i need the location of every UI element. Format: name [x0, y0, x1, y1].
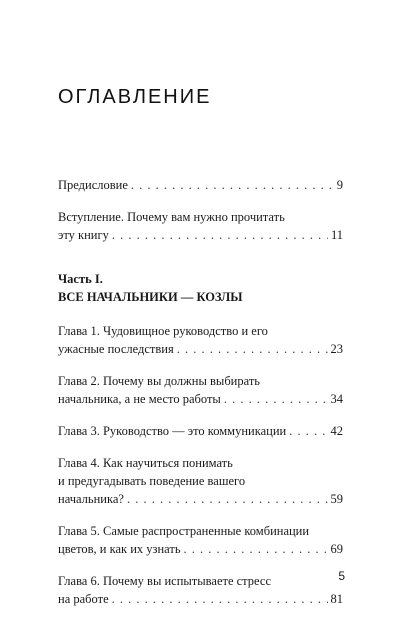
toc-entry-label: эту книгу [58, 228, 109, 242]
toc-entry-label: Предисловие [58, 178, 128, 192]
dot-leader [289, 422, 327, 440]
dot-leader [224, 390, 328, 408]
toc-entry-label: цветов, и как их узнать [58, 542, 181, 556]
toc-entry-row [58, 590, 343, 608]
dot-leader [177, 340, 328, 358]
toc-entry [58, 208, 343, 244]
page-number: 5 [338, 569, 345, 583]
toc-entry [58, 422, 343, 440]
toc-entry [58, 572, 343, 608]
toc-entry [58, 372, 343, 408]
toc-intro-section [58, 176, 343, 244]
toc-entry-page: 23 [330, 342, 343, 356]
toc-entry-line: Глава 4. Как научиться понимать [58, 456, 233, 470]
toc-entry-page: 81 [330, 592, 343, 606]
toc-entry-page: 11 [330, 228, 343, 242]
toc-entry-row [58, 422, 343, 440]
toc-entry-label: Глава 3. Руководство — это коммуникации [58, 424, 287, 438]
toc-entry-label: на работе [58, 592, 109, 606]
toc-entry-row [58, 176, 343, 194]
page-title: ОГЛАВЛЕНИЕ [58, 86, 212, 108]
toc-entry-line: Глава 5. Самые распространенные комбинации [58, 524, 310, 538]
toc-entry-line: Вступление. Почему вам нужно прочитать [58, 210, 285, 224]
dot-leader [184, 540, 328, 558]
toc-entry-label: начальника, а не место работы [58, 392, 221, 406]
part-label: Часть I. [58, 272, 103, 286]
toc-entry-line: Глава 2. Почему вы должны выбирать [58, 374, 261, 388]
table-of-contents [58, 176, 343, 622]
toc-entry-row [58, 490, 343, 508]
toc-entry-row [58, 226, 343, 244]
dot-leader [112, 590, 328, 608]
toc-entry-page: 34 [330, 392, 343, 406]
toc-entry-page: 9 [336, 178, 343, 192]
toc-entry-row [58, 340, 343, 358]
toc-entry-page: 42 [330, 424, 343, 438]
toc-entry-row [58, 540, 343, 558]
toc-entry-line: Глава 6. Почему вы испытываете стресс [58, 574, 272, 588]
dot-leader [131, 176, 334, 194]
toc-chapters-section [58, 322, 343, 608]
toc-entry [58, 322, 343, 358]
toc-entry [58, 176, 343, 194]
toc-entry-label: ужасные последствия [58, 342, 174, 356]
dot-leader [112, 226, 328, 244]
toc-entry [58, 522, 343, 558]
dot-leader [127, 490, 328, 508]
toc-entry-line: и предугадывать поведение вашего [58, 474, 246, 488]
toc-entry-page: 59 [330, 492, 343, 506]
toc-entry-row [58, 390, 343, 408]
toc-entry [58, 454, 343, 508]
toc-entry-line: Глава 1. Чудовищное руководство и его [58, 324, 268, 338]
part-title: ВСЕ НАЧАЛЬНИКИ — КОЗЛЫ [58, 290, 243, 304]
toc-entry-label: начальника? [58, 492, 124, 506]
toc-entry-page: 69 [330, 542, 343, 556]
part-heading [58, 270, 343, 306]
